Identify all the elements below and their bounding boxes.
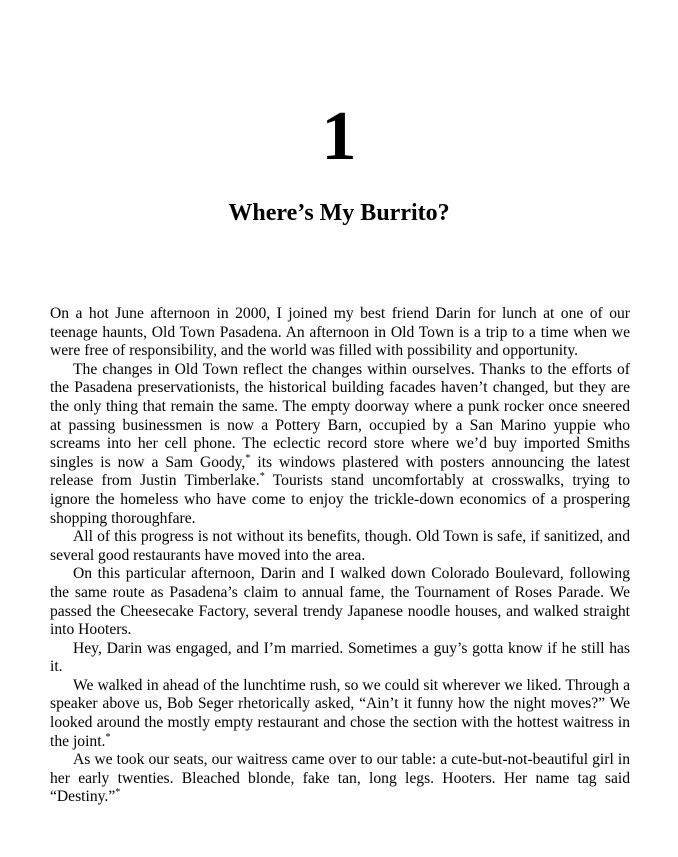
chapter-title: Where’s My Burrito? xyxy=(228,200,450,226)
paragraph: On a hot June afternoon in 2000, I joined my best friend Darin for lunch at one of our teenage haunts, Old Town Pasadena. An afternoon in Old Town is a trip to a time when we were free of responsibility, and the world was filled with possibility and opportunity. xyxy=(50,305,630,360)
footnote-marker: * xyxy=(105,731,111,743)
paragraph: Hey, Darin was engaged, and I’m married. Sometimes a guy’s gotta know if he still has it. xyxy=(50,639,630,676)
paragraph: We walked in ahead of the lunchtime rush, so we could sit wherever we liked. Through a speaker above us, Bob Seger rhetorically asked, “Ain’t it funny how the night moves?” We looked around the mostly empty restaurant and chose the section with the hottest waitress in the joint.* xyxy=(50,676,630,750)
footnote-marker: * xyxy=(259,471,265,483)
chapter-number: 1 xyxy=(321,98,357,175)
paragraph: All of this progress is not without its benefits, though. Old Town is safe, if sanitized, and several good restaurants have moved into the area. xyxy=(50,528,630,564)
footnote-marker: * xyxy=(115,787,121,799)
paragraph: The changes in Old Town reflect the changes within ourselves. Thanks to the efforts of the Pasadena preservationists, the historical building facades haven’t changed, but they are the only thing that remain the same. The empty doorway where a punk rocker once sneered at passing businessmen is now a Pottery Barn, occupied by a San Marino yuppie who screams into her cell phone. The eclectic record store where we’d buy imported Smiths singles is now a Sam Goody,* its windows plastered with posters announcing the latest release from Justin Timberlake.* Tourists stand uncomfortably at crosswalks, trying to ignore the homeless who have come to enjoy the trickle-down economics of a prospering shopping thoroughfare. xyxy=(50,360,630,527)
paragraph: As we took our seats, our waitress came over to our table: a cute-but-not-beautiful girl in her early twenties. Bleached blonde, fake tan, long legs. Hooters. Her name tag said “Destiny.”* xyxy=(50,751,630,806)
paragraph: On this particular afternoon, Darin and I walked down Colorado Boulevard, following the same route as Pasadena’s claim to annual fame, the Tournament of Roses Parade. We passed the Cheesecake Factory, several trendy Japanese noodle houses, and walked straight into Hooters. xyxy=(50,565,630,639)
footnote-marker: * xyxy=(245,452,251,464)
body-text xyxy=(50,305,630,807)
